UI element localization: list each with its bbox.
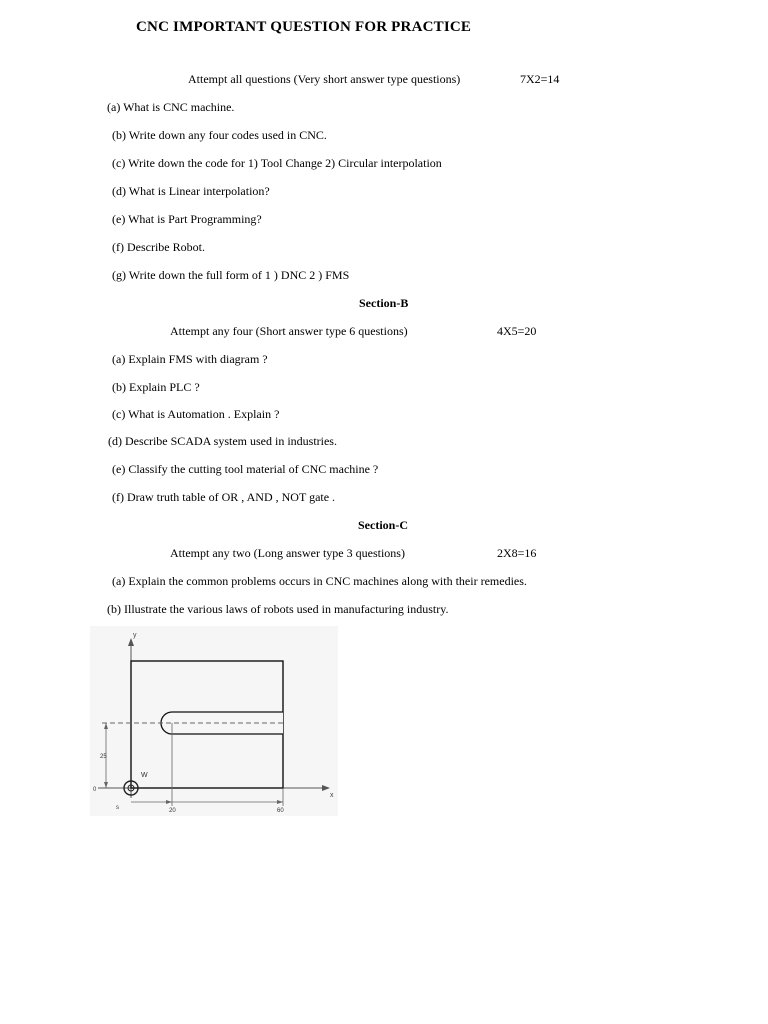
question-b6: (f) Draw truth table of OR , AND , NOT gate . <box>112 490 336 504</box>
question-c1: (a) Explain the common problems occurs in CNC machines along with their remedies. <box>112 574 527 588</box>
question-a3: (c) Write down the code for 1) Tool Change 2) Circular interpolation <box>112 156 442 170</box>
question-b2: (b) Explain PLC ? <box>112 380 200 394</box>
question-a4: (d) What is Linear interpolation? <box>112 184 270 198</box>
cnc-part-drawing <box>90 626 338 816</box>
dim-0-label: 0 <box>93 787 97 793</box>
x-axis-label: x <box>330 792 334 799</box>
section-c-marks: 2X8=16 <box>497 546 537 560</box>
question-a5: (e) What is Part Programming? <box>112 212 262 226</box>
question-a6: (f) Describe Robot. <box>112 240 205 254</box>
question-b4: (d) Describe SCADA system used in industries. <box>108 434 337 448</box>
section-b-instruction: Attempt any four (Short answer type 6 questions) <box>170 324 408 338</box>
section-b-heading: Section-B <box>359 296 409 310</box>
y-axis-label: y <box>133 632 137 639</box>
section-a-marks: 7X2=14 <box>520 72 560 86</box>
origin-label: W <box>141 772 148 779</box>
question-b3: (c) What is Automation . Explain ? <box>112 407 280 421</box>
dim-25-label: 25 <box>100 754 107 760</box>
question-c2: (b) Illustrate the various laws of robots used in manufacturing industry. <box>107 602 449 616</box>
question-b1: (a) Explain FMS with diagram ? <box>112 352 268 366</box>
question-a7: (g) Write down the full form of 1 ) DNC 2 ) FMS <box>112 268 350 282</box>
cnc-part-svg <box>90 626 338 816</box>
page-title: CNC IMPORTANT QUESTION FOR PRACTICE <box>136 19 472 35</box>
dim-s-label: s <box>116 805 119 811</box>
section-b-marks: 4X5=20 <box>497 324 537 338</box>
section-c-heading: Section-C <box>358 518 408 532</box>
section-c-instruction: Attempt any two (Long answer type 3 questions) <box>170 546 405 560</box>
dim-20-label: 20 <box>169 808 176 814</box>
dim-60-label: 60 <box>277 808 284 814</box>
question-b5: (e) Classify the cutting tool material of CNC machine ? <box>112 462 379 476</box>
question-a1: (a) What is CNC machine. <box>107 100 235 114</box>
section-a-instruction: Attempt all questions (Very short answer type questions) <box>188 72 461 86</box>
question-a2: (b) Write down any four codes used in CNC. <box>112 128 327 142</box>
